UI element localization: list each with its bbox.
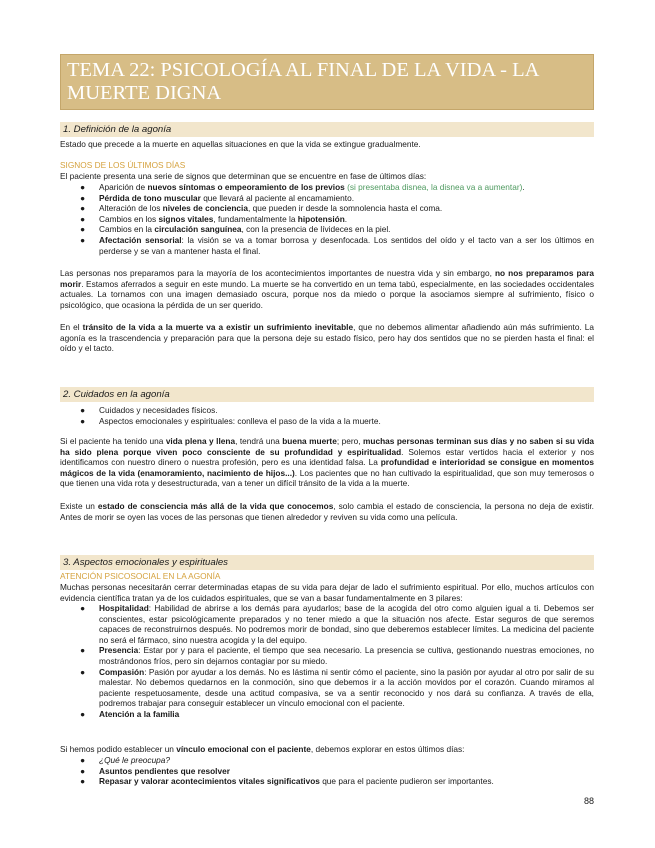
care-list xyxy=(60,405,594,426)
definition-text: Estado que precede a la muerte en aquellas situaciones en que la vida se extingue gradualmente. xyxy=(60,139,421,149)
page-number: 88 xyxy=(583,796,594,806)
section-1-heading: 1. Definición de la agonía xyxy=(60,122,594,137)
list-item: ● Cambios en los signos vitales, fundamentalmente la hipotensión. xyxy=(80,213,348,224)
list-item: ● Asuntos pendientes que resolver xyxy=(80,765,230,776)
paragraph: Existe un estado de consciencia más allá de la vida que conocemos, solo cambia el estado de consciencia, la persona no deja de existir. Antes de morir se oyen las voces de las personas que tienen alrededor y reviven su vida como una película. xyxy=(60,501,594,522)
list-item: ● Cambios en la circulación sanguínea, con la presencia de lívideces en la piel. xyxy=(80,224,391,235)
paragraph: Si el paciente ha tenido una vida plena y llena, tendrá una buena muerte; pero, muchas personas terminan sus días y no saben si su vida ha sido plena porque viven poco consciente de su profundidad y espiritualidad. Solemos estar vertidos hacia el exterior y nos identificamos con nuestro dinero o nuestra profesión, pero es una identidad falsa. La profundidad e interioridad se consigue en momentos mágicos de la vida (enamoramiento, nacimiento de hijos...). Los pacientes que no han cultivado la espiritualidad, que son muy temerosos o que tienen una vida rota y desestructurada, van a tener un difícil tránsito de la vida a la muerte. xyxy=(60,436,595,489)
paragraph: Muchas personas necesitarán cerrar determinadas etapas de su vida para dejar de lado el sufrimiento espiritual. Por ello, muchos artículos con evidencia científica tratan ya de los cuidados espirituales, que se van a basar fundamentalmente en 3 pilares: xyxy=(60,582,594,603)
list-item: ● Afectación sensorial: la visión se va a tomar borrosa y desenfocada. Los sentidos del oído y el tacto van a ser los últimos en perderse y se van a mantener hasta el final. xyxy=(80,234,594,256)
list-item: ● Compasión: Pasión por ayudar a los demás. No es lástima ni sentir cómo el paciente, sino la pasión por ayudar al otro por salir de su malestar. No debemos quedarnos en la conmoción, sino que debemos ir a la acción movidos por el corazón. Cuando miramos al paciente respetuosamente, desde una actitud compasiva, se va a sentir reconocido y nos dará su confianza. A través de ella, podremos trabajar para conseguir establecer un vínculo emocional con el paciente. xyxy=(80,666,594,709)
psychosocial-subheading: ATENCIÓN PSICOSOCIAL EN LA AGONÍA xyxy=(60,571,221,581)
list-item: ● Pérdida de tono muscular que llevará al paciente al encamamiento. xyxy=(80,192,355,203)
title-banner xyxy=(60,54,594,110)
list-item: ● Aparición de nuevos síntomas o empeoramiento de los previos (si presentaba disnea, la disnea va a aumentar). xyxy=(80,182,525,192)
list-item: ● ¿Qué le preocupa? xyxy=(80,755,171,765)
list-item: ● Hospitalidad: Habilidad de abrirse a los demás para ayudarlos; base de la acogida del otro como alguien igual a ti. Debemos ser conscientes, estar psicológicamente preparados y no tener miedo a que la situación nos afecte. Estar seguros de que seremos capaces de reconstruirnos después. No podremos morir de bondad, sino que deberemos establecer límites. La medicina del paciente no será el fármaco, sino nuestra acogida y la del equipo. xyxy=(80,603,594,645)
paragraph: Si hemos podido establecer un vínculo emocional con el paciente, debemos explorar en estos últimos días: xyxy=(60,744,465,754)
section-2-heading: 2. Cuidados en la agonía xyxy=(60,387,594,402)
paragraph: En el tránsito de la vida a la muerte va a existir un sufrimiento inevitable, que no debemos alimentar añadiendo aún más sufrimiento. La agonía es la trascendencia y preparación para que la persona deje su estado físico, pero hay dos sentidos que no se pierden hasta el final: el oído y el tacto. xyxy=(60,322,594,354)
list-item: ● Atención a la familia xyxy=(80,708,180,719)
signs-list xyxy=(60,182,594,256)
list-item: ● Presencia: Estar por y para el paciente, el tiempo que sea necesario. La presencia se cultiva, gestionando nuestras emociones, no mostrándonos fríos, pero sin dejarnos contagiar por su miedo. xyxy=(80,645,594,666)
list-item: ● Repasar y valorar acontecimientos vitales significativos que para el paciente pudieron ser importantes. xyxy=(80,776,494,787)
signs-intro: El paciente presenta una serie de signos que determinan que se encuentre en fase de últimos días: xyxy=(60,171,427,181)
explore-list xyxy=(60,755,594,787)
list-item: ● Aspectos emocionales y espirituales: conlleva el paso de la vida a la muerte. xyxy=(80,415,381,426)
section-3-heading: 3. Aspectos emocionales y espirituales xyxy=(60,555,594,570)
signs-subheading: SIGNOS DE LOS ÚLTIMOS DÍAS xyxy=(60,160,186,170)
list-item: ● Alteración de los niveles de conciencia, que pueden ir desde la somnolencia hasta el coma. xyxy=(80,203,443,214)
list-item: ● Cuidados y necesidades físicos. xyxy=(80,405,218,415)
paragraph: Las personas nos preparamos para la mayoría de los acontecimientos importantes de nuestra vida y sin embargo, no nos preparamos para morir. Estamos aferrados a seguir en este mundo. La muerte se ha convertido en un tema tabú, especialmente, en las sociedades occidentales actuales. La tornamos con una imagen demasiado oscura, porque nos da miedo o porque la asociamos siempre al sufrimiento, físico o psicológico, que ocasiona la pérdida de un ser querido. xyxy=(60,268,595,310)
pillars-list xyxy=(60,603,594,720)
page-title: TEMA 22: PSICOLOGÍA AL FINAL DE LA VIDA - LA MUERTE DIGNA xyxy=(67,59,539,104)
